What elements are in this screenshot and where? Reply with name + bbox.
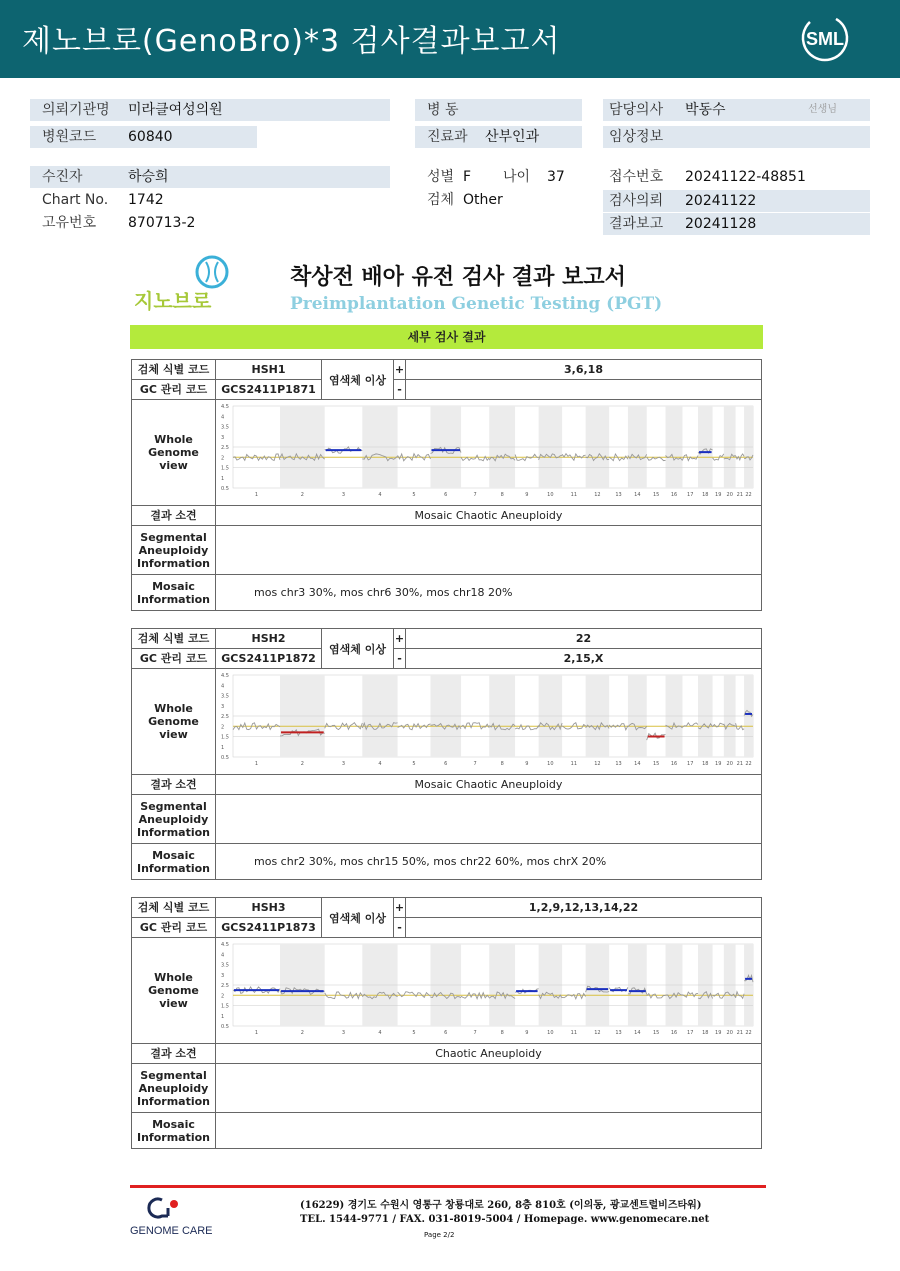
chromosome-tick-label: 22: [745, 761, 752, 767]
chromosome-tick-label: 9: [525, 1030, 529, 1036]
chromosome-tick-label: 9: [525, 492, 529, 498]
mosaic-value: mos chr3 30%, mos chr6 30%, mos chr18 20%: [216, 575, 762, 611]
chromosome-tick-label: 16: [670, 1030, 678, 1036]
footer-divider: [130, 1185, 766, 1188]
genome-chart-cell: [216, 400, 762, 506]
minus-chromosomes: 2,15,X: [406, 649, 762, 669]
gc-code-value: GCS2411P1872: [216, 649, 322, 669]
unique-no-value: 870713-2: [128, 215, 196, 231]
request-field: [603, 190, 870, 212]
unique-no-label: 고유번호: [42, 215, 97, 231]
chromosome-tick-label: 10: [547, 761, 554, 767]
sml-logo-text: SML: [806, 29, 844, 49]
gc-code-label: GC 관리 코드: [132, 918, 216, 938]
genome-care-logo-text: GENOME CARE: [130, 1225, 213, 1237]
receipt-value: 20241122-48851: [685, 169, 806, 185]
segmental-label: Segmental Aneuploidy Information: [132, 526, 216, 575]
request-label: 검사의뢰: [609, 193, 664, 209]
abnormal-label: 염색체 이상: [322, 629, 394, 669]
patient-field: [30, 166, 390, 188]
specimen-field: [415, 189, 582, 211]
segmental-label: Segmental Aneuploidy Information: [132, 795, 216, 844]
chromosome-tick-label: 19: [715, 1030, 722, 1036]
age-label: 나이: [503, 169, 531, 185]
chromosome-tick-label: 20: [726, 492, 733, 498]
y-tick-label: 2.5: [221, 445, 229, 451]
chromosome-tick-label: 15: [652, 761, 660, 767]
finding-value: Chaotic Aneuploidy: [216, 1044, 762, 1064]
chromosome-tick-label: 5: [412, 492, 416, 498]
chromosome-tick-label: 9: [525, 761, 529, 767]
chromosome-tick-label: 2: [300, 492, 304, 498]
chromosome-tick-label: 12: [594, 492, 601, 498]
chart-no-label: Chart No.: [42, 192, 109, 208]
y-tick-label: 4.5: [221, 404, 229, 410]
sample-id-label: 검체 식별 코드: [132, 629, 216, 649]
sample-id-label: 검체 식별 코드: [132, 898, 216, 918]
y-tick-label: 2.5: [221, 983, 229, 989]
y-tick-label: 1: [221, 1013, 225, 1020]
dept-value: 산부인과: [485, 129, 540, 145]
chromosome-tick-label: 14: [634, 492, 641, 498]
chromosome-tick-label: 21: [736, 761, 744, 767]
whole-genome-label: Whole Genome view: [132, 400, 216, 506]
mosaic-value: mos chr2 30%, mos chr15 50%, mos chr22 60%, mos chrX 20%: [216, 844, 762, 880]
chromosome-tick-label: 5: [412, 761, 416, 767]
chromosome-tick-label: 19: [715, 492, 722, 498]
gc-code-label: GC 관리 코드: [132, 380, 216, 400]
chromosome-tick-label: 2: [300, 1030, 304, 1036]
clinical-label: 임상정보: [609, 129, 664, 145]
sample-id-value: HSH3: [216, 898, 322, 918]
doctor-value: 박동수: [685, 102, 726, 118]
receipt-label: 접수번호: [609, 169, 664, 185]
plus-sign: +: [394, 360, 406, 380]
age-value: 37: [547, 169, 565, 185]
chromosome-tick-label: 4: [378, 1030, 382, 1036]
y-tick-label: 2.5: [221, 714, 229, 720]
genome-chart: [219, 671, 755, 769]
segmental-label: Segmental Aneuploidy Information: [132, 1064, 216, 1113]
y-tick-label: 2: [221, 993, 225, 1000]
chromosome-tick-label: 15: [652, 1030, 660, 1036]
dept-field: [415, 126, 582, 148]
y-tick-label: 1: [221, 475, 225, 482]
finding-label: 결과 소견: [132, 1044, 216, 1064]
y-tick-label: 1: [221, 744, 225, 751]
sample-id-value: HSH1: [216, 360, 322, 380]
minus-sign: -: [394, 649, 406, 669]
sample-id-label: 검체 식별 코드: [132, 360, 216, 380]
gc-code-value: GCS2411P1871: [216, 380, 322, 400]
report-main-title: 착상전 배아 유전 검사 결과 보고서: [290, 265, 626, 290]
chromosome-tick-label: 18: [702, 1030, 709, 1036]
chromosome-tick-label: 17: [687, 492, 694, 498]
chromosome-tick-label: 10: [547, 1030, 554, 1036]
genome-chart-cell: [216, 938, 762, 1044]
hospital-code-field: [30, 126, 257, 148]
chromosome-tick-label: 20: [726, 1030, 733, 1036]
dept-label: 진료과: [427, 129, 468, 145]
y-tick-label: 3.5: [221, 962, 229, 969]
plus-sign: +: [394, 898, 406, 918]
chromosome-tick-label: 19: [715, 761, 722, 767]
chromosome-tick-label: 3: [341, 1030, 346, 1036]
chromosome-tick-label: 21: [736, 492, 744, 498]
y-tick-label: 1.5: [221, 734, 229, 741]
doctor-field: [603, 99, 870, 121]
chromosome-tick-label: 13: [615, 1030, 622, 1036]
chromosome-tick-label: 8: [500, 1030, 504, 1036]
plus-chromosomes: 3,6,18: [406, 360, 762, 380]
chromosome-tick-label: 8: [500, 761, 504, 767]
gc-code-label: GC 관리 코드: [132, 649, 216, 669]
report-title: 제노브로(GenoBro)*3 검사결과보고서: [22, 24, 561, 59]
patient-value: 하승희: [128, 169, 169, 185]
chromosome-tick-label: 2: [300, 761, 304, 767]
chromosome-tick-label: 16: [670, 761, 678, 767]
chromosome-tick-label: 17: [687, 1030, 694, 1036]
finding-value: Mosaic Chaotic Aneuploidy: [216, 775, 762, 795]
chromosome-tick-label: 22: [745, 492, 752, 498]
mosaic-label: Mosaic Information: [132, 575, 216, 611]
whole-genome-label: Whole Genome view: [132, 938, 216, 1044]
chromosome-tick-label: 5: [412, 1030, 416, 1036]
chromosome-tick-label: 7: [473, 492, 477, 498]
y-tick-label: 0.5: [221, 755, 229, 761]
chromosome-tick-label: 14: [634, 761, 641, 767]
chromosome-tick-label: 12: [594, 761, 601, 767]
chromosome-tick-label: 3: [341, 761, 346, 767]
chromosome-tick-label: 16: [670, 492, 678, 498]
finding-label: 결과 소견: [132, 775, 216, 795]
segmental-value: [216, 795, 762, 844]
chromosome-tick-label: 11: [570, 761, 578, 767]
genobro-logo-text: 지노브로: [134, 289, 212, 313]
specimen-value: Other: [463, 192, 503, 208]
chromosome-tick-label: 3: [341, 492, 346, 498]
segmental-value: [216, 526, 762, 575]
y-tick-label: 3: [221, 434, 225, 441]
genome-chart-cell: [216, 669, 762, 775]
y-tick-label: 4.5: [221, 942, 229, 948]
ward-field: [415, 99, 582, 121]
patient-label: 수진자: [42, 169, 83, 185]
receipt-field: [603, 166, 870, 188]
chromosome-tick-label: 13: [615, 761, 622, 767]
sex-label: 성별: [427, 169, 455, 185]
request-value: 20241122: [685, 193, 757, 209]
sex-age-field: [415, 166, 582, 188]
chromosome-tick-label: 10: [547, 492, 554, 498]
plus-chromosomes: 1,2,9,12,13,14,22: [406, 898, 762, 918]
chromosome-tick-label: 7: [473, 761, 477, 767]
chromosome-tick-label: 18: [702, 761, 709, 767]
y-tick-label: 3.5: [221, 693, 229, 700]
y-tick-label: 1.5: [221, 1003, 229, 1010]
chromosome-tick-label: 17: [687, 761, 694, 767]
chromosome-tick-label: 6: [444, 1030, 448, 1036]
report-subtitle: Preimplantation Genetic Testing (PGT): [290, 294, 663, 314]
finding-label: 결과 소견: [132, 506, 216, 526]
plus-chromosomes: 22: [406, 629, 762, 649]
y-tick-label: 2: [221, 724, 225, 731]
chromosome-tick-label: 11: [570, 492, 578, 498]
genome-chart: [219, 940, 755, 1038]
minus-sign: -: [394, 380, 406, 400]
mosaic-value: [216, 1113, 762, 1149]
chromosome-tick-label: 8: [500, 492, 504, 498]
specimen-label: 검체: [427, 192, 455, 208]
chromosome-tick-label: 6: [444, 492, 448, 498]
section-title: 세부 검사 결과: [130, 325, 763, 349]
y-tick-label: 4.5: [221, 673, 229, 679]
doctor-suffix: 선생님: [808, 104, 837, 115]
chromosome-tick-label: 1: [254, 492, 259, 498]
y-tick-label: 4: [221, 952, 225, 959]
doctor-label: 담당의사: [609, 102, 664, 118]
page-number: Page 2/2: [424, 1231, 455, 1239]
sex-value: F: [463, 169, 472, 185]
finding-value: Mosaic Chaotic Aneuploidy: [216, 506, 762, 526]
y-tick-label: 2: [221, 455, 225, 462]
chromosome-tick-label: 15: [652, 492, 660, 498]
hospital-code-label: 병원코드: [42, 129, 97, 145]
chromosome-tick-label: 4: [378, 761, 382, 767]
footer-contact: TEL. 1544-9771 / FAX. 031-8019-5004 / Homepage. www.genomecare.net: [300, 1214, 710, 1225]
chromosome-tick-label: 1: [254, 761, 259, 767]
segmental-value: [216, 1064, 762, 1113]
page-header: [0, 0, 900, 78]
chromosome-tick-label: 11: [570, 1030, 578, 1036]
genobro-logo: [130, 250, 250, 314]
minus-chromosomes: [406, 918, 762, 938]
hospital-code-value: 60840: [128, 129, 173, 145]
whole-genome-label: Whole Genome view: [132, 669, 216, 775]
chromosome-tick-label: 14: [634, 1030, 641, 1036]
sample-id-value: HSH2: [216, 629, 322, 649]
institution-field: [30, 99, 390, 121]
chromosome-tick-label: 6: [444, 761, 448, 767]
abnormal-label: 염색체 이상: [322, 898, 394, 938]
footer-address-block: [300, 1199, 709, 1227]
y-tick-label: 1.5: [221, 465, 229, 472]
report-date-field: [603, 213, 870, 235]
unique-no-field: [30, 212, 390, 234]
chromosome-tick-label: 21: [736, 1030, 744, 1036]
institution-label: 의뢰기관명: [42, 102, 110, 118]
report-date-label: 결과보고: [609, 216, 664, 232]
result-table-3: [131, 897, 762, 1149]
y-tick-label: 3.5: [221, 424, 229, 431]
y-tick-label: 0.5: [221, 1024, 229, 1030]
chromosome-tick-label: 1: [254, 1030, 259, 1036]
chart-no-value: 1742: [128, 192, 164, 208]
chromosome-tick-label: 22: [745, 1030, 752, 1036]
chromosome-tick-label: 4: [378, 492, 382, 498]
chromosome-tick-label: 18: [702, 492, 709, 498]
y-tick-label: 4: [221, 414, 225, 421]
result-table-2: [131, 628, 762, 880]
gc-code-value: GCS2411P1873: [216, 918, 322, 938]
y-tick-label: 3: [221, 703, 225, 710]
result-table-1: [131, 359, 762, 611]
minus-sign: -: [394, 918, 406, 938]
report-date-value: 20241128: [685, 216, 757, 232]
mosaic-label: Mosaic Information: [132, 1113, 216, 1149]
chromosome-tick-label: 13: [615, 492, 622, 498]
chromosome-tick-label: 7: [473, 1030, 477, 1036]
plus-sign: +: [394, 629, 406, 649]
abnormal-label: 염색체 이상: [322, 360, 394, 400]
chromosome-tick-label: 20: [726, 761, 733, 767]
chromosome-tick-label: 12: [594, 1030, 601, 1036]
footer-address: (16229) 경기도 수원시 영통구 창룡대로 260, 8층 810호 (이의동, 광교센트럴비즈타워): [300, 1200, 702, 1211]
sml-logo: [798, 12, 854, 64]
institution-value: 미라클여성의원: [128, 102, 223, 118]
clinical-field: [603, 126, 870, 148]
y-tick-label: 3: [221, 972, 225, 979]
genome-chart: [219, 402, 755, 500]
ward-label: 병 동: [427, 102, 459, 118]
y-tick-label: 0.5: [221, 486, 229, 492]
y-tick-label: 4: [221, 683, 225, 690]
mosaic-label: Mosaic Information: [132, 844, 216, 880]
chart-no-field: [30, 189, 390, 211]
genome-care-logo: [130, 1196, 230, 1240]
minus-chromosomes: [406, 380, 762, 400]
